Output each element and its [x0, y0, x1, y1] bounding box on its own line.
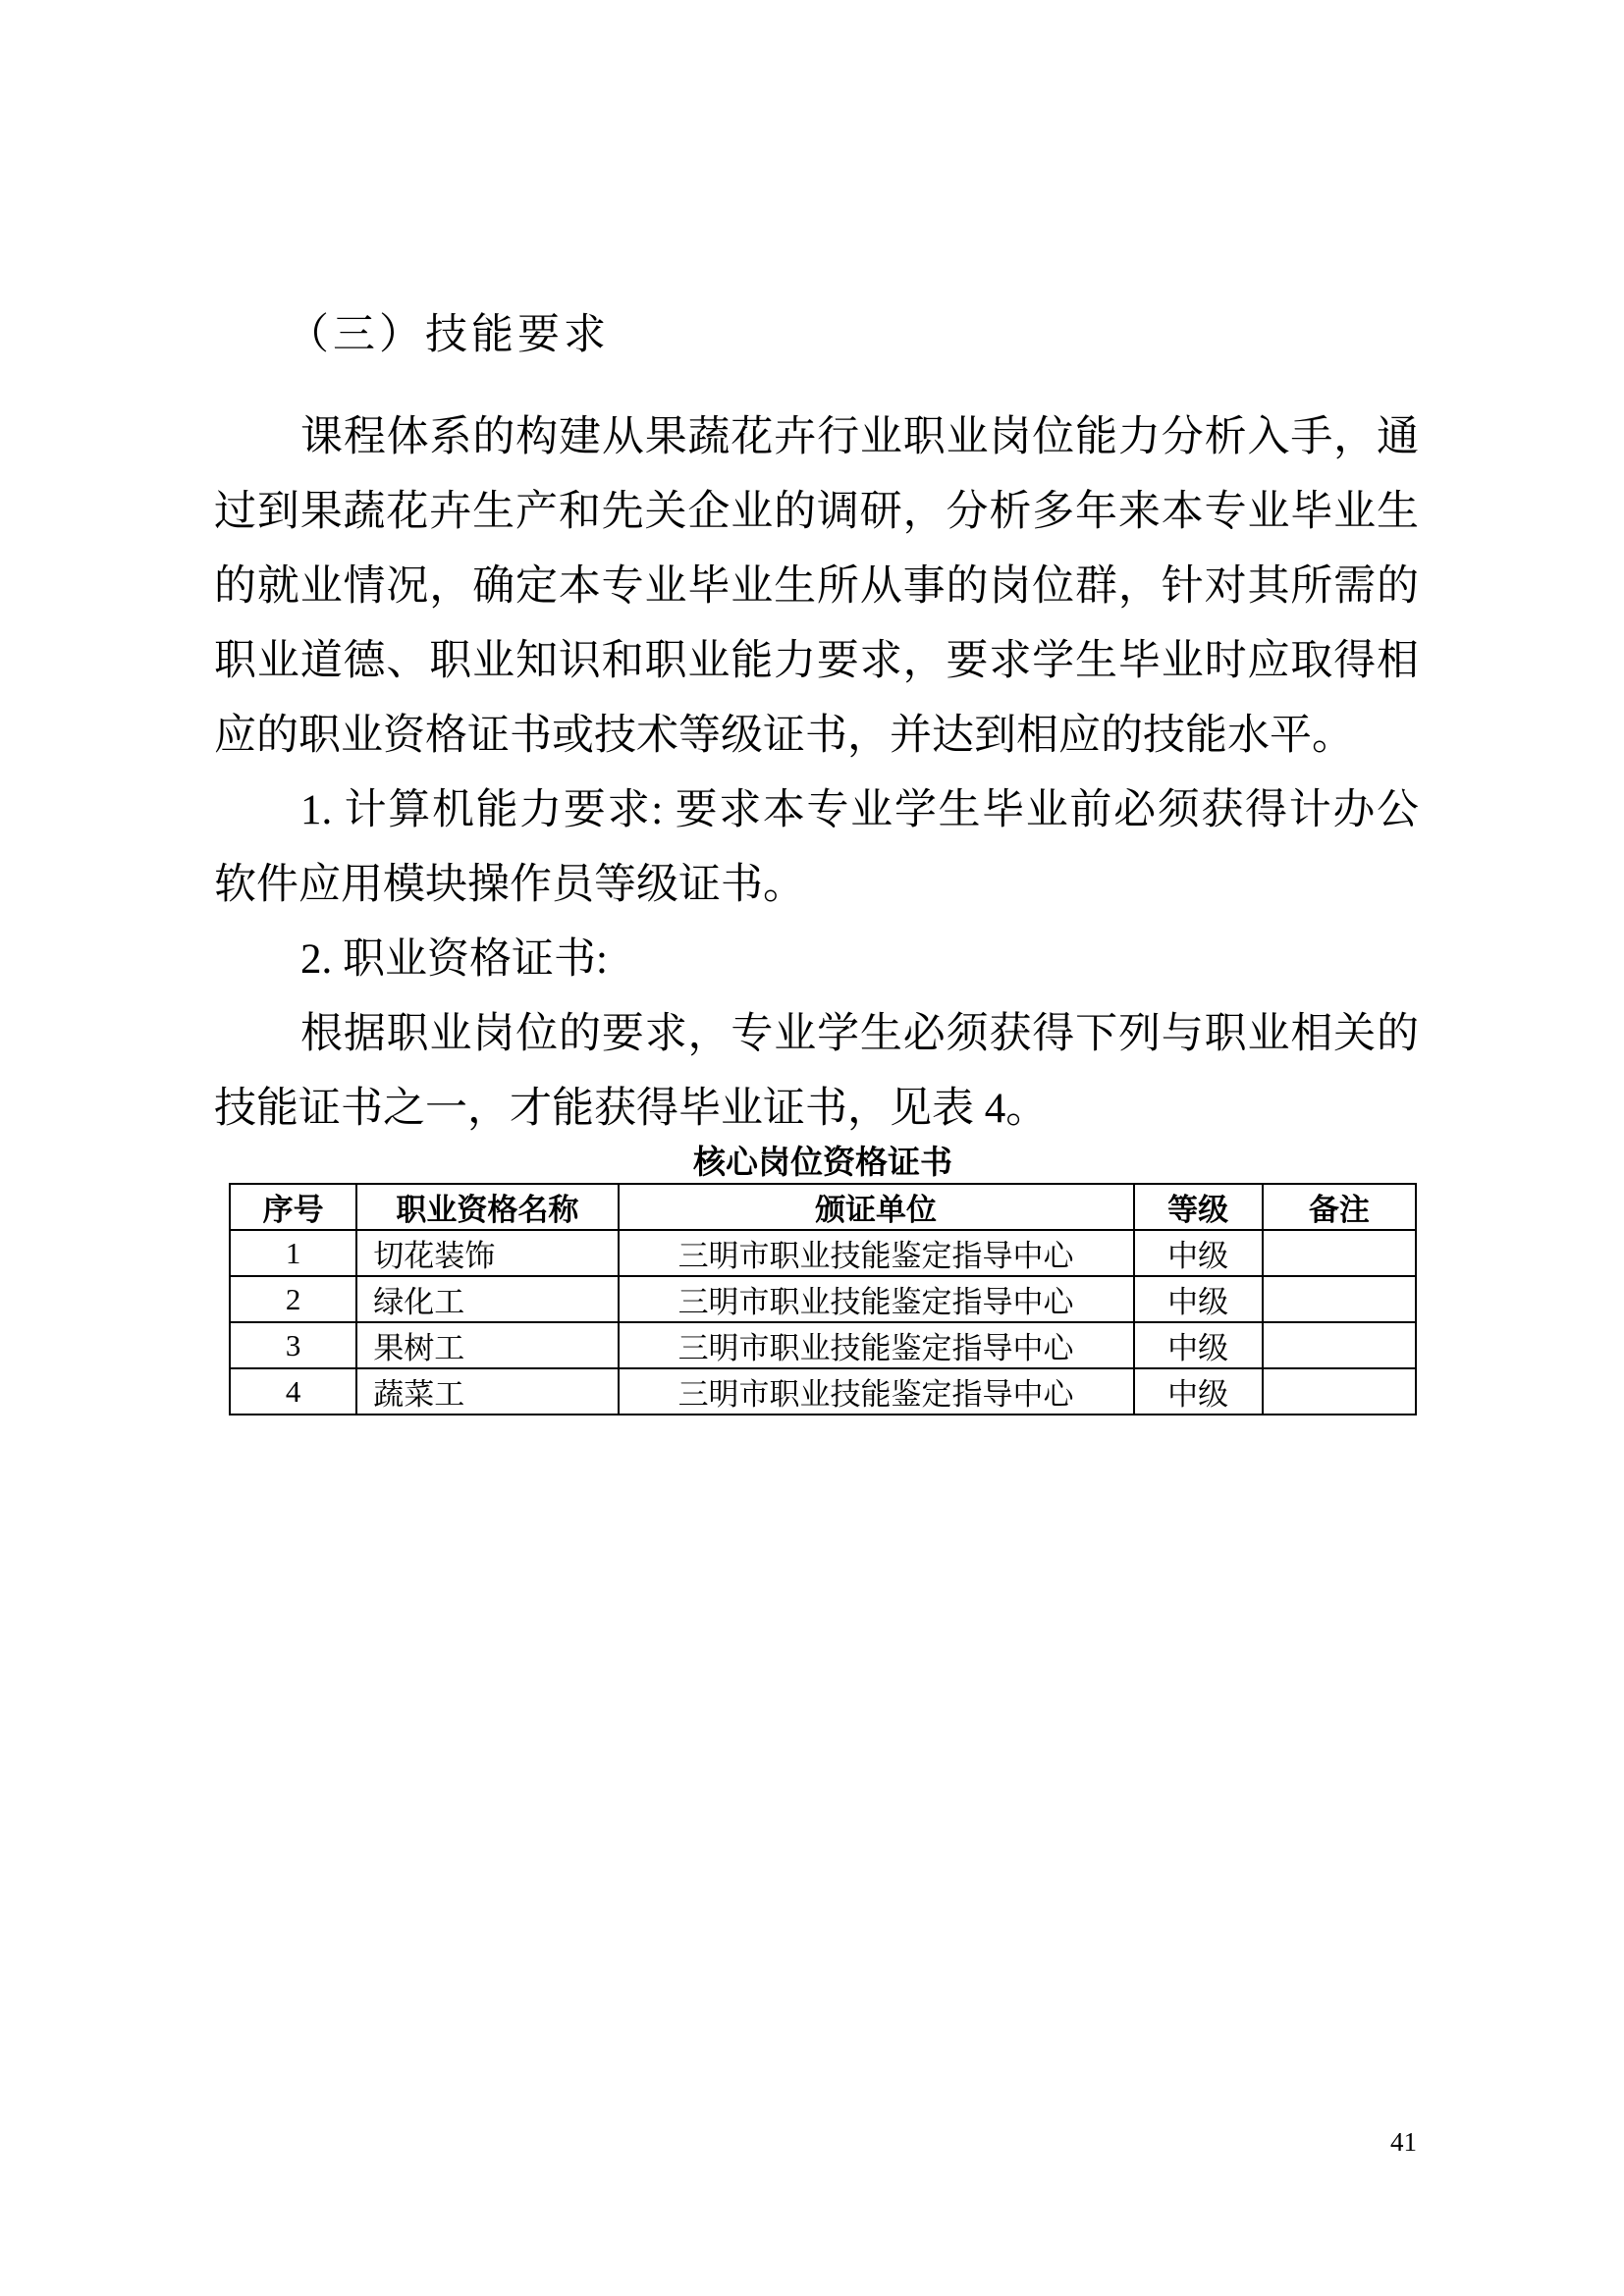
section-heading: （三）技能要求 — [287, 312, 610, 358]
paragraph-line: 2. 职业资格证书: — [300, 936, 608, 983]
paragraph-line: 1. 计算机能力要求: 要求本专业学生毕业前必须获得计办公 — [300, 787, 1419, 833]
cell-name: 蔬菜工 — [356, 1368, 618, 1415]
cell-org: 三明市职业技能鉴定指导中心 — [619, 1230, 1134, 1276]
paragraph-line: 应的职业资格证书或技术等级证书，并达到相应的技能水平。 — [214, 713, 1354, 759]
cell-org: 三明市职业技能鉴定指导中心 — [619, 1276, 1134, 1322]
table-row — [230, 1322, 1416, 1368]
paragraph-line: 过到果蔬花卉生产和先关企业的调研，分析多年来本专业毕业生 — [214, 489, 1419, 535]
cell-org: 三明市职业技能鉴定指导中心 — [619, 1368, 1134, 1415]
cell-note — [1263, 1230, 1416, 1276]
header-cell-note: 备注 — [1263, 1184, 1416, 1230]
paragraph-line: 职业道德、职业知识和职业能力要求，要求学生毕业时应取得相 — [214, 638, 1419, 684]
cell-name: 果树工 — [356, 1322, 618, 1368]
cell-org: 三明市职业技能鉴定指导中心 — [619, 1322, 1134, 1368]
cell-no: 2 — [230, 1276, 356, 1322]
cell-no: 4 — [230, 1368, 356, 1415]
paragraph-line: 技能证书之一，才能获得毕业证书，见表 4。 — [214, 1086, 1049, 1132]
header-cell-no: 序号 — [230, 1184, 356, 1230]
paragraph-line: 根据职业岗位的要求，专业学生必须获得下列与职业相关的 — [300, 1011, 1419, 1057]
cell-level: 中级 — [1134, 1276, 1263, 1322]
cell-level: 中级 — [1134, 1230, 1263, 1276]
paragraph-line: 的就业情况，确定本专业毕业生所从事的岗位群，针对其所需的 — [214, 563, 1419, 610]
cell-note — [1263, 1276, 1416, 1322]
paragraph-line: 软件应用模块操作员等级证书。 — [214, 862, 805, 908]
cell-name: 切花装饰 — [356, 1230, 618, 1276]
header-cell-level: 等级 — [1134, 1184, 1263, 1230]
header-cell-org: 颁证单位 — [619, 1184, 1134, 1230]
page-number: 41 — [1390, 2127, 1417, 2157]
table-row — [230, 1368, 1416, 1415]
header-cell-name: 职业资格名称 — [356, 1184, 618, 1230]
certificate-table — [229, 1183, 1417, 1415]
table-row — [230, 1230, 1416, 1276]
cell-name: 绿化工 — [356, 1276, 618, 1322]
paragraph-line: 课程体系的构建从果蔬花卉行业职业岗位能力分析入手，通 — [300, 414, 1419, 460]
table-row — [230, 1276, 1416, 1322]
cell-no: 1 — [230, 1230, 356, 1276]
table-title: 核心岗位资格证书 — [693, 1146, 952, 1181]
cell-note — [1263, 1322, 1416, 1368]
cell-no: 3 — [230, 1322, 356, 1368]
cell-level: 中级 — [1134, 1368, 1263, 1415]
table-header-row — [230, 1184, 1416, 1230]
cell-level: 中级 — [1134, 1322, 1263, 1368]
cell-note — [1263, 1368, 1416, 1415]
body-text — [214, 400, 1419, 1147]
